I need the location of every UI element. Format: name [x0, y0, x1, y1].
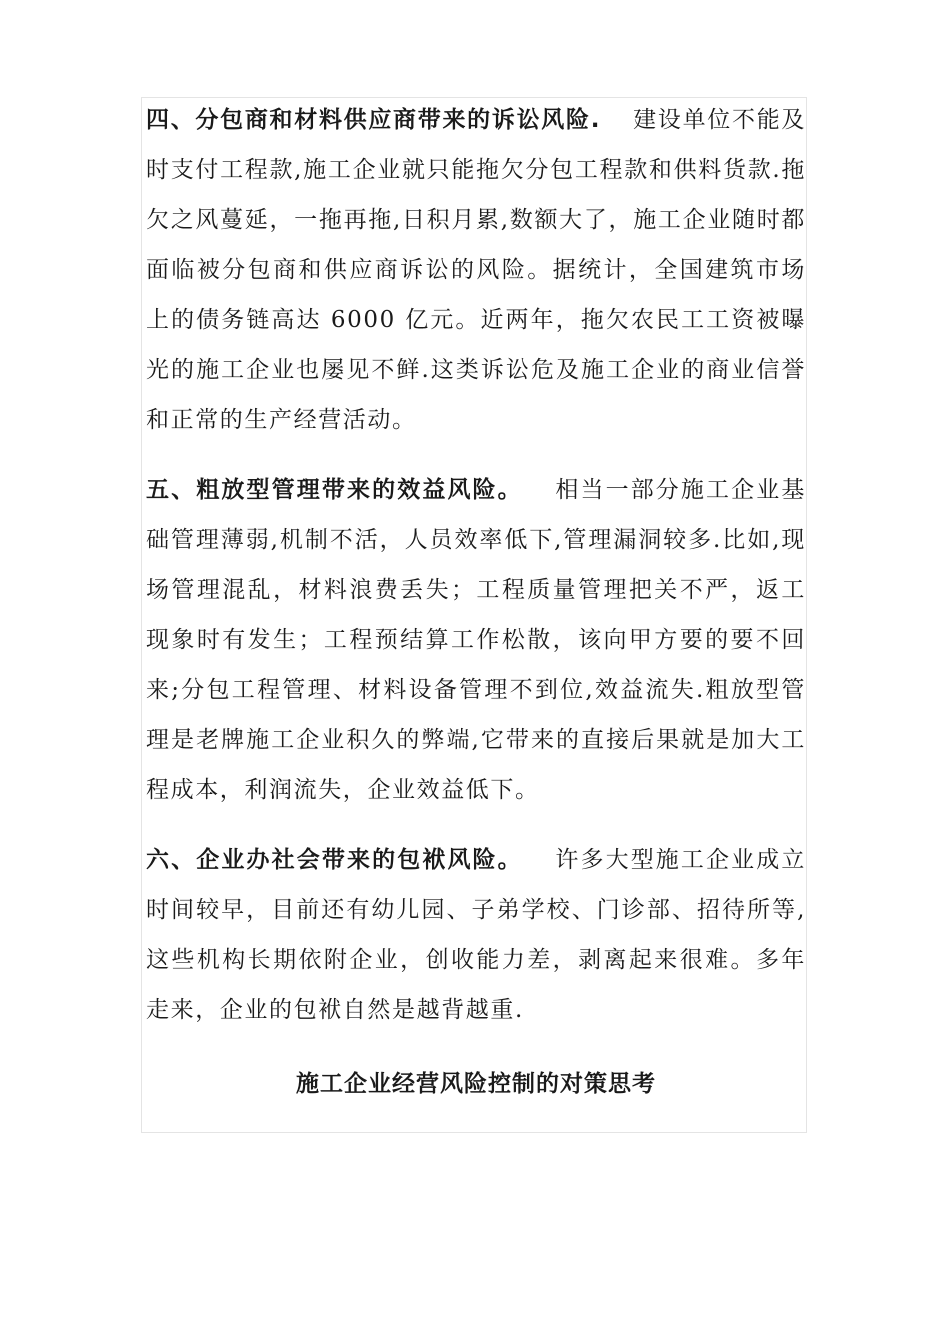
section-body-6: 许多大型施工企业成立时间较早，目前还有幼儿园、子弟学校、门诊部、招待所等,这些机构长期依附企业，创收能力差，剥离起来很难。多年走来，企业的包袱自然是越背越重.	[146, 847, 807, 1023]
section-body-4: 建设单位不能及时支付工程款,施工企业就只能拖欠分包工程款和供料货款.拖欠之风蔓延，一拖再拖,日积月累,数额大了，施工企业随时都面临被分包商和供应商诉讼的风险。据统计，全国建筑市场上的债务链高达 6000 亿元。近两年，拖欠农民工工资被曝光的施工企业也屡见不鲜.这类诉讼危及施工企业的商业信誉和正常的生产经营活动。	[146, 107, 807, 433]
document-body	[146, 95, 806, 1035]
section-paragraph-4	[146, 95, 806, 445]
section-heading-5: 五、粗放型管理带来的效益风险。	[146, 477, 523, 503]
section-paragraph-5	[146, 465, 806, 815]
section-heading-6: 六、企业办社会带来的包袱风险。	[146, 847, 523, 873]
section-body-5: 相当一部分施工企业基础管理薄弱,机制不活，人员效率低下,管理漏洞较多.比如,现场管理混乱，材料浪费丢失；工程质量管理把关不严，返工现象时有发生；工程预结算工作松散，该向甲方要的要不回来;分包工程管理、材料设备管理不到位,效益流失.粗放型管理是老牌施工企业积久的弊端,它带来的直接后果就是加大工程成本，利润流失，企业效益低下。	[146, 477, 807, 803]
next-section-title: 施工企业经营风险控制的对策思考	[296, 1071, 656, 1097]
section-heading-4: 四、分包商和材料供应商带来的诉讼风险.	[146, 107, 602, 133]
section-paragraph-6	[146, 835, 806, 1035]
